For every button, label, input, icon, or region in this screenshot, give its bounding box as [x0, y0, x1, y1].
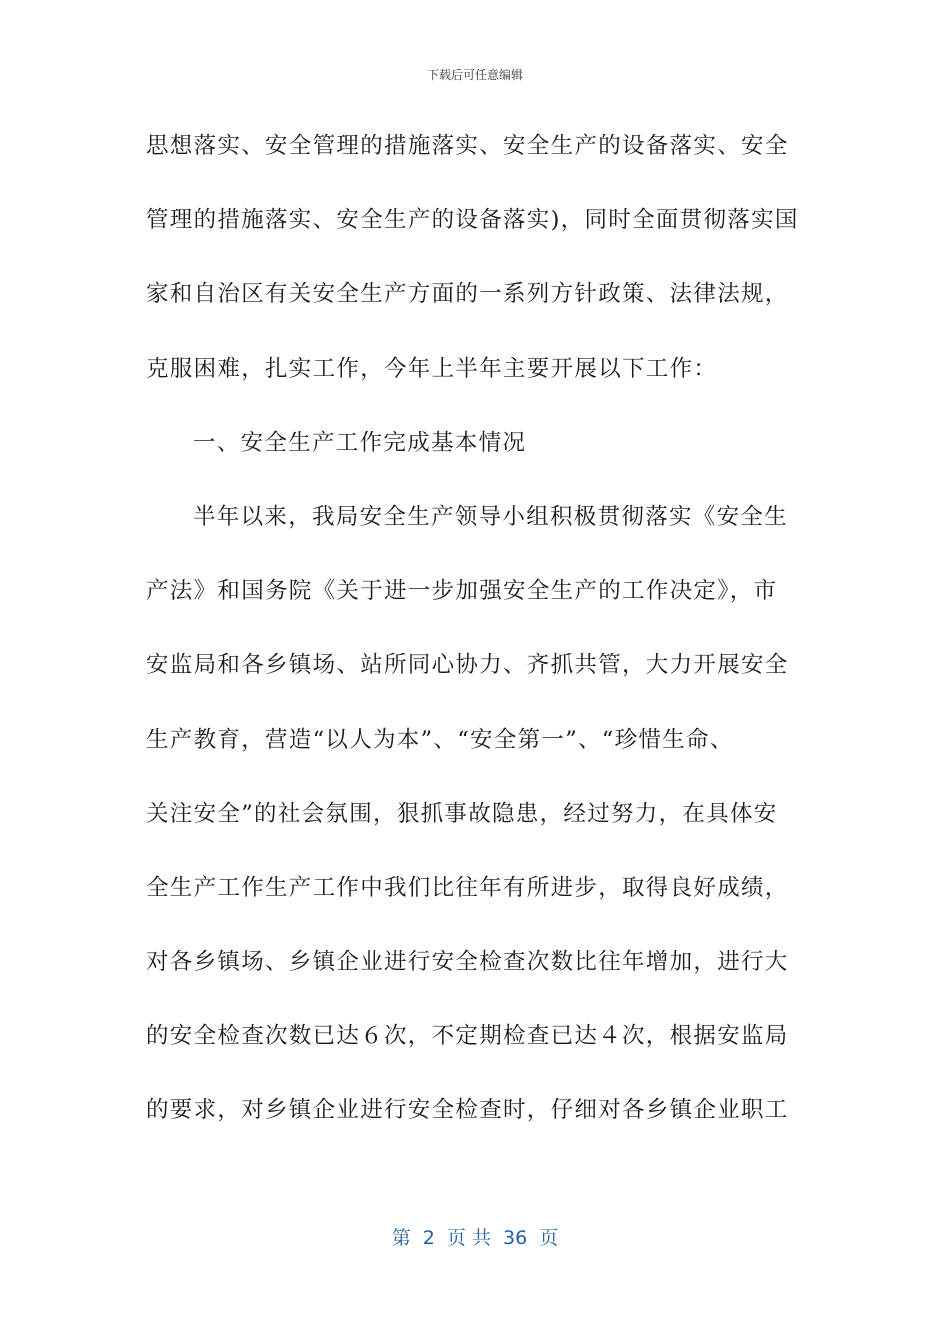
text-line: 管理的措施落实、安全生产的设备落实)，同时全面贯彻落实国	[146, 207, 799, 234]
page-number: 第 2 页 共 36 页	[391, 1227, 559, 1249]
text-line: 对各乡镇场、乡镇企业进行安全检查次数比往年增加，进行大	[146, 949, 789, 976]
text-line: 家和自治区有关安全生产方面的一系列方针政策、法律法规，	[146, 281, 789, 308]
document-body	[146, 124, 806, 1163]
text-line: 的要求，对乡镇企业进行安全检查时，仔细对各乡镇企业职工	[146, 1097, 789, 1124]
page-header-note: 下载后可任意编辑	[426, 68, 523, 82]
text-line: 生产教育，营造“以人为本”、“安全第一”、“珍惜生命、	[146, 726, 734, 753]
text-line: 关注安全”的社会氛围，狠抓事故隐患，经过努力，在具体安	[146, 800, 778, 827]
text-line: 产法》和国务院《关于进一步加强安全生产的工作决定》，市	[146, 578, 778, 605]
text-line: 全生产工作生产工作中我们比往年有所进步，取得良好成绩，	[146, 874, 789, 901]
text-line: 的安全检查次数已达６次，不定期检查已达４次，根据安监局	[146, 1023, 789, 1050]
text-line: 安监局和各乡镇场、站所同心协力、齐抓共管，大力开展安全	[146, 652, 789, 679]
section-heading: 一、安全生产工作完成基本情况	[193, 429, 527, 456]
text-line: 思想落实、安全管理的措施落实、安全生产的设备落实、安全	[146, 133, 789, 159]
text-line: 克服困难，扎实工作，今年上半年主要开展以下工作：	[146, 355, 718, 382]
text-line: 半年以来，我局安全生产领导小组积极贯彻落实《安全生	[193, 503, 789, 530]
